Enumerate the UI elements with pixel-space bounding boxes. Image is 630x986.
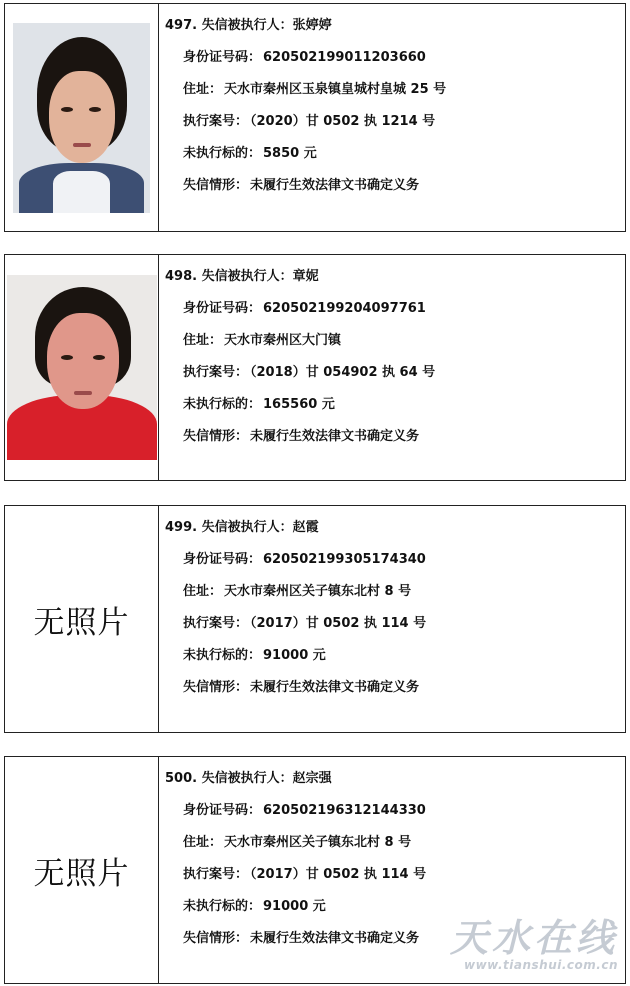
- amount-row: 未执行标的： 5850 元: [183, 146, 317, 161]
- record-title: 500. 失信被执行人：赵宗强: [165, 771, 332, 786]
- record-info: [165, 261, 621, 453]
- record-info: [165, 512, 621, 704]
- amount-row: 未执行标的： 165560 元: [183, 397, 335, 412]
- id-number-row: 身份证号码： 620502199011203660: [183, 50, 426, 65]
- photo-cell: [5, 757, 159, 983]
- portrait-photo: [7, 275, 157, 460]
- record-title: 498. 失信被执行人：章妮: [165, 269, 319, 284]
- no-photo-label: 无照片: [33, 855, 130, 892]
- id-number-row: 身份证号码： 620502199204097761: [183, 301, 426, 316]
- record-card-499: [4, 505, 626, 733]
- watermark-url: www.tianshui.com.cn: [463, 958, 618, 972]
- address-row: 住址： 天水市秦州区关子镇东北村 8 号: [183, 584, 412, 599]
- record-info: [165, 10, 621, 202]
- record-card-497: [4, 3, 626, 232]
- situation-row: 失信情形： 未履行生效法律文书确定义务: [183, 178, 420, 193]
- record-title: 497. 失信被执行人：张婷婷: [165, 18, 332, 33]
- situation-row: 失信情形： 未履行生效法律文书确定义务: [183, 931, 420, 946]
- situation-row: 失信情形： 未履行生效法律文书确定义务: [183, 429, 420, 444]
- id-number-row: 身份证号码： 620502199305174340: [183, 552, 426, 567]
- amount-row: 未执行标的： 91000 元: [183, 899, 326, 914]
- address-row: 住址： 天水市秦州区关子镇东北村 8 号: [183, 835, 412, 850]
- photo-cell: [5, 4, 159, 231]
- case-number-row: 执行案号： （2018）甘 054902 执 64 号: [183, 365, 436, 380]
- no-photo-label: 无照片: [33, 604, 130, 641]
- case-number-row: 执行案号： （2020）甘 0502 执 1214 号: [183, 114, 436, 129]
- photo-cell: [5, 255, 159, 480]
- address-row: 住址： 天水市秦州区大门镇: [183, 333, 342, 348]
- record-card-498: [4, 254, 626, 481]
- address-row: 住址： 天水市秦州区玉泉镇皇城村皇城 25 号: [183, 82, 447, 97]
- id-number-row: 身份证号码： 620502196312144330: [183, 803, 426, 818]
- case-number-row: 执行案号： （2017）甘 0502 执 114 号: [183, 616, 427, 631]
- site-watermark: [450, 918, 618, 972]
- portrait-photo: [13, 23, 150, 213]
- watermark-logo-text: 天水在线: [449, 916, 618, 960]
- photo-cell: [5, 506, 159, 732]
- case-number-row: 执行案号： （2017）甘 0502 执 114 号: [183, 867, 427, 882]
- amount-row: 未执行标的： 91000 元: [183, 648, 326, 663]
- situation-row: 失信情形： 未履行生效法律文书确定义务: [183, 680, 420, 695]
- record-title: 499. 失信被执行人：赵霞: [165, 520, 319, 535]
